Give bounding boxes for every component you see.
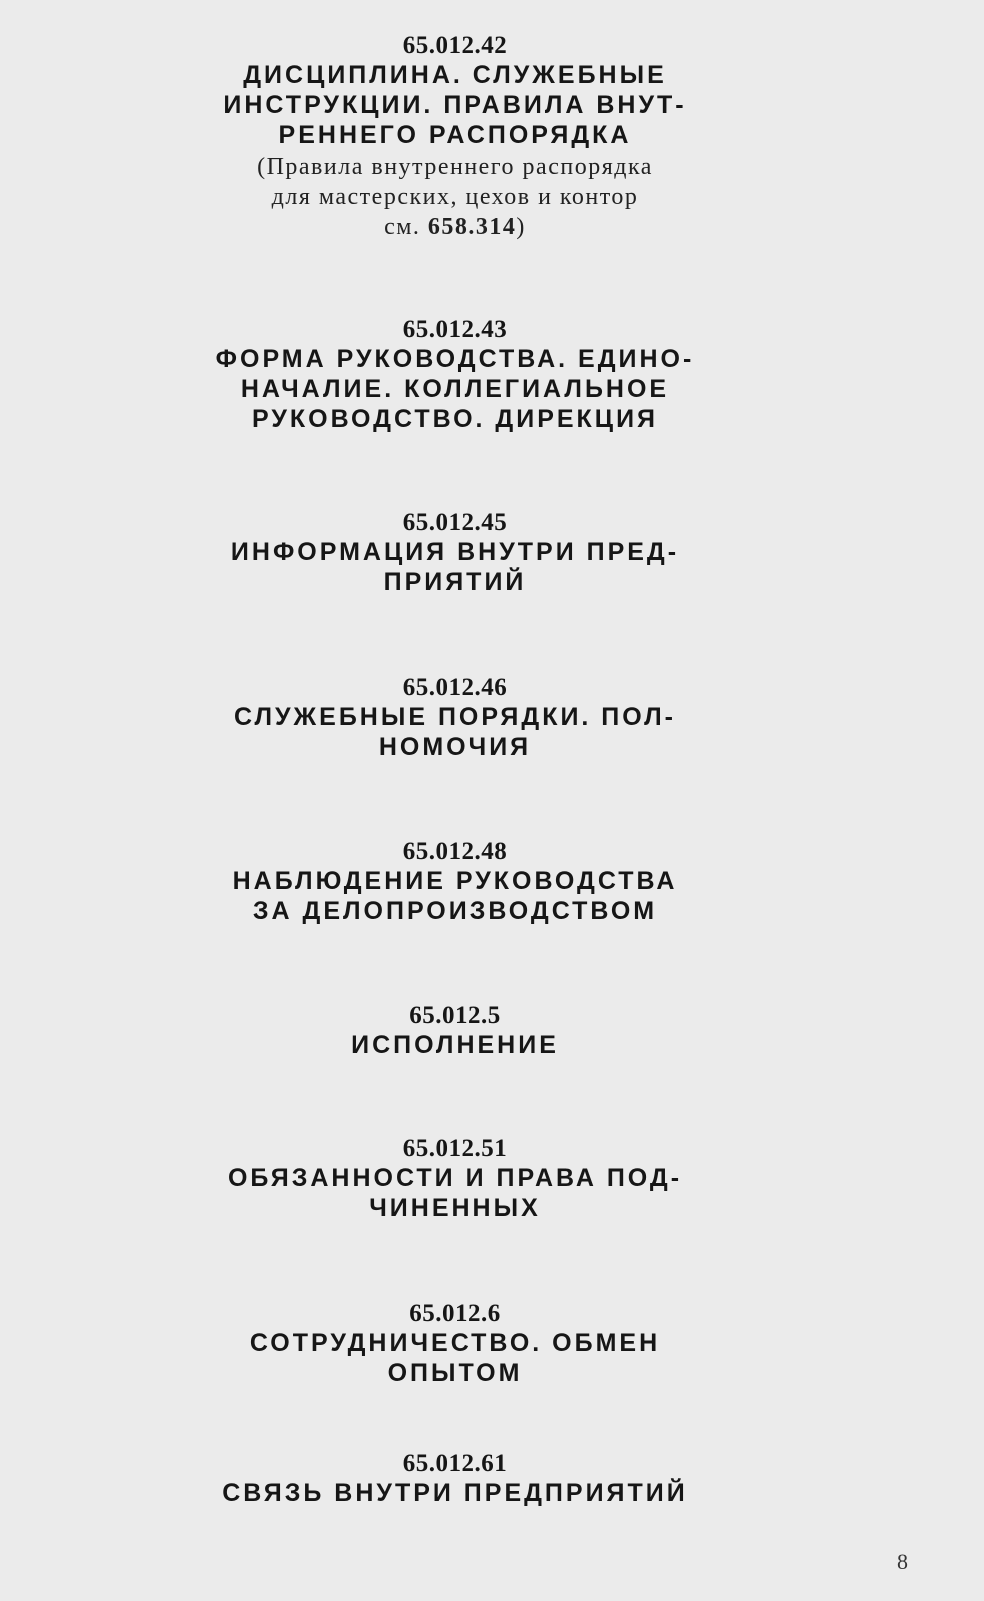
entry-title-line: РУКОВОДСТВО. ДИРЕКЦИЯ — [251, 405, 659, 433]
entry-note — [190, 152, 720, 242]
entry-title — [190, 866, 720, 926]
entry-title-line: ЗА ДЕЛОПРОИЗВОДСТВОМ — [252, 897, 658, 925]
entry-title-line: СЛУЖЕБНЫЕ ПОРЯДКИ. ПОЛ- — [234, 703, 676, 731]
entry-title-line: ОПЫТОМ — [387, 1359, 523, 1387]
entry-title — [190, 537, 720, 597]
entry-title — [190, 1030, 720, 1060]
entry-title-line: НАЧАЛИЕ. КОЛЛЕГИАЛЬНОЕ — [240, 375, 670, 403]
entry-note-ref: 658.314 — [427, 214, 517, 240]
entry-title — [190, 1328, 720, 1388]
entry-note-ref-suffix: ) — [516, 214, 526, 240]
classification-entry — [190, 1299, 720, 1388]
entry-code: 65.012.6 — [409, 1300, 501, 1327]
entry-title — [190, 60, 720, 150]
classification-entry — [190, 508, 720, 597]
entry-code: 65.012.43 — [402, 316, 508, 343]
entry-title — [190, 344, 720, 434]
entry-note-ref-prefix: см. — [384, 214, 428, 240]
entry-code: 65.012.5 — [409, 1002, 501, 1029]
entry-note-line: (Правила внутреннего распорядка — [257, 154, 653, 180]
entry-title-line: ОБЯЗАННОСТИ И ПРАВА ПОД- — [227, 1164, 683, 1192]
entry-title-line: ДИСЦИПЛИНА. СЛУЖЕБНЫЕ — [243, 61, 667, 89]
entry-title — [190, 702, 720, 762]
classification-entry — [190, 1134, 720, 1223]
classification-entry — [190, 1449, 720, 1508]
entry-code: 65.012.48 — [402, 838, 508, 865]
entry-title-line: ЧИНЕННЫХ — [369, 1194, 541, 1222]
classification-entry — [190, 31, 720, 242]
entry-note-line: для мастерских, цехов и контор — [271, 184, 639, 210]
entry-code: 65.012.61 — [402, 1450, 508, 1477]
entry-title-line: ИНСТРУКЦИИ. ПРАВИЛА ВНУТ- — [223, 91, 687, 119]
entry-code: 65.012.46 — [402, 674, 508, 701]
page-number: 8 — [897, 1549, 908, 1574]
entry-title-line: СОТРУДНИЧЕСТВО. ОБМЕН — [249, 1329, 661, 1357]
entry-title-line: ИНФОРМАЦИЯ ВНУТРИ ПРЕД- — [230, 538, 680, 566]
entry-title — [190, 1478, 720, 1508]
entry-note-line — [190, 212, 720, 242]
classification-entry — [190, 673, 720, 762]
entry-title-line: СВЯЗЬ ВНУТРИ ПРЕДПРИЯТИЙ — [222, 1479, 688, 1507]
entry-code: 65.012.51 — [402, 1135, 508, 1162]
entry-code: 65.012.42 — [402, 32, 508, 59]
entry-title — [190, 1163, 720, 1223]
classification-entry — [190, 837, 720, 926]
entry-title-line: ИСПОЛНЕНИЕ — [351, 1031, 559, 1059]
classification-entry — [190, 1001, 720, 1060]
entry-title-line: НАБЛЮДЕНИЕ РУКОВОДСТВА — [232, 867, 678, 895]
entry-title-line: ФОРМА РУКОВОДСТВА. ЕДИНО- — [215, 345, 695, 373]
entry-title-line: ПРИЯТИЙ — [383, 568, 527, 596]
entry-code: 65.012.45 — [402, 509, 508, 536]
entry-title-line: РЕННЕГО РАСПОРЯДКА — [278, 121, 632, 149]
classification-entry — [190, 315, 720, 434]
entry-title-line: НОМОЧИЯ — [378, 733, 532, 761]
